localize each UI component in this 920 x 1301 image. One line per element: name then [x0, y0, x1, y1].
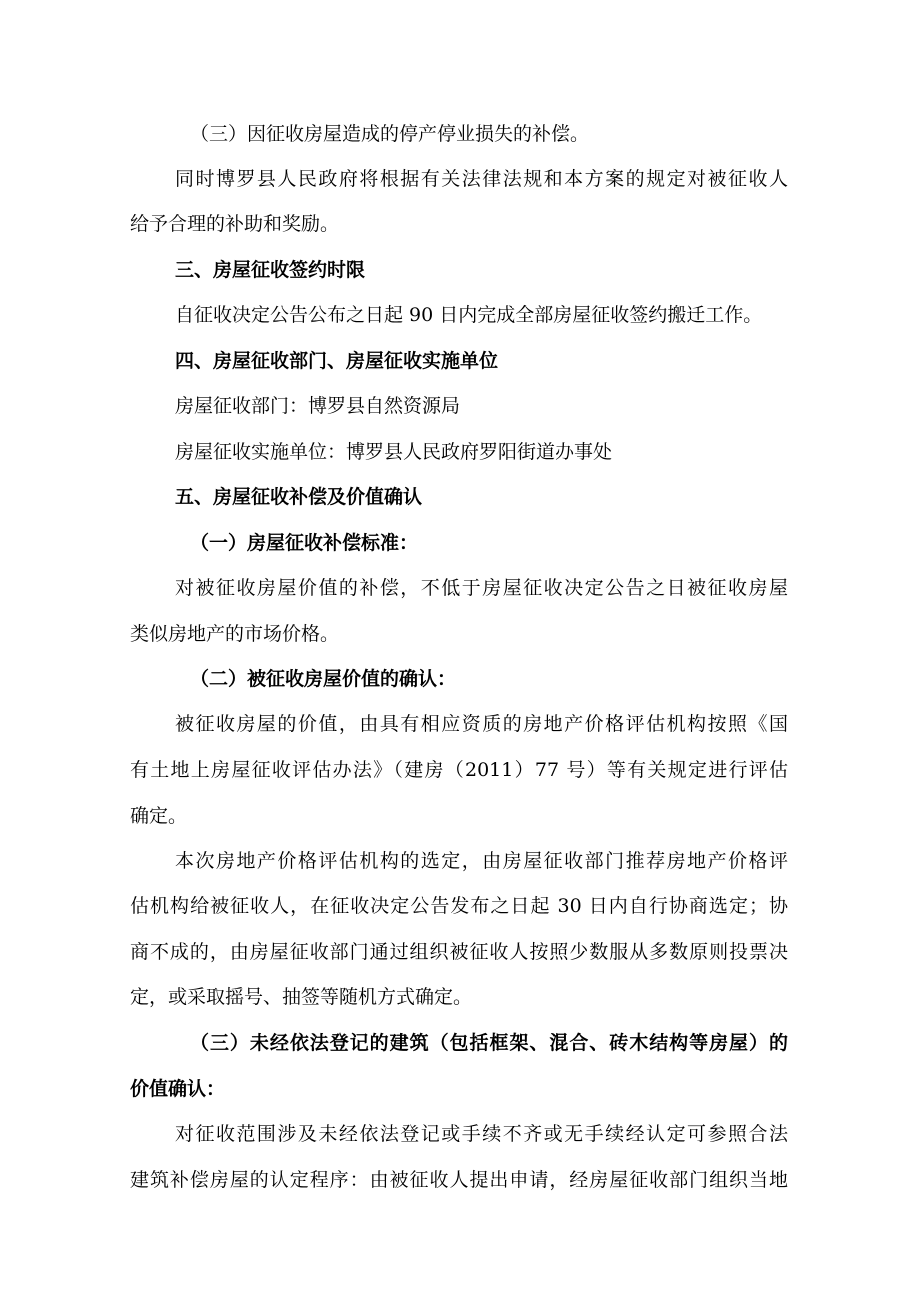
- paragraph-line: （三）因征收房屋造成的停产停业损失的补偿。: [190, 123, 590, 145]
- paragraph-line: 建筑补偿房屋的认定程序：由被征收人提出申请，经房屋征收部门组织当地: [130, 1169, 788, 1191]
- paragraph-line: 同时博罗县人民政府将根据有关法律法规和本方案的规定对被征收人: [175, 168, 788, 190]
- section-heading: （二）被征收房屋价值的确认：: [190, 668, 457, 690]
- paragraph-line: 估机构给被征收人，在征收决定公告发布之日起 30 日内自行协商选定；协: [130, 895, 788, 917]
- section-heading: 价值确认：: [130, 1078, 226, 1100]
- section-heading: （一）房屋征收补偿标准：: [190, 532, 419, 554]
- section-heading: 五、房屋征收补偿及价值确认: [175, 486, 423, 508]
- paragraph-line: 被征收房屋的价值，由具有相应资质的房地产价格评估机构按照《国: [175, 713, 788, 735]
- paragraph-line: 确定。: [130, 805, 188, 827]
- paragraph-line: 房屋征收实施单位：博罗县人民政府罗阳街道办事处: [175, 441, 613, 463]
- paragraph-line: 有土地上房屋征收评估办法》（建房（2011）77 号）等有关规定进行评估: [130, 759, 788, 781]
- paragraph-line: 类似房地产的市场价格。: [130, 623, 340, 645]
- paragraph-line: 本次房地产价格评估机构的选定，由房屋征收部门推荐房地产价格评: [175, 850, 788, 872]
- section-heading: （三）未经依法登记的建筑（包括框架、混合、砖木结构等房屋）的: [190, 1032, 788, 1054]
- paragraph-line: 房屋征收部门：博罗县自然资源局: [175, 395, 461, 417]
- paragraph-line: 对征收范围涉及未经依法登记或手续不齐或无手续经认定可参照合法: [175, 1123, 788, 1145]
- paragraph-line: 定，或采取摇号、抽签等随机方式确定。: [130, 986, 473, 1008]
- paragraph-line: 自征收决定公告公布之日起 90 日内完成全部房屋征收签约搬迁工作。: [175, 304, 763, 326]
- section-heading: 三、房屋征收签约时限: [175, 259, 366, 281]
- section-heading: 四、房屋征收部门、房屋征收实施单位: [175, 350, 499, 372]
- paragraph-line: 商不成的，由房屋征收部门通过组织被征收人按照少数服从多数原则投票决: [130, 941, 788, 963]
- paragraph-line: 给予合理的补助和奖励。: [130, 213, 340, 235]
- paragraph-line: 对被征收房屋价值的补偿，不低于房屋征收决定公告之日被征收房屋: [175, 577, 788, 599]
